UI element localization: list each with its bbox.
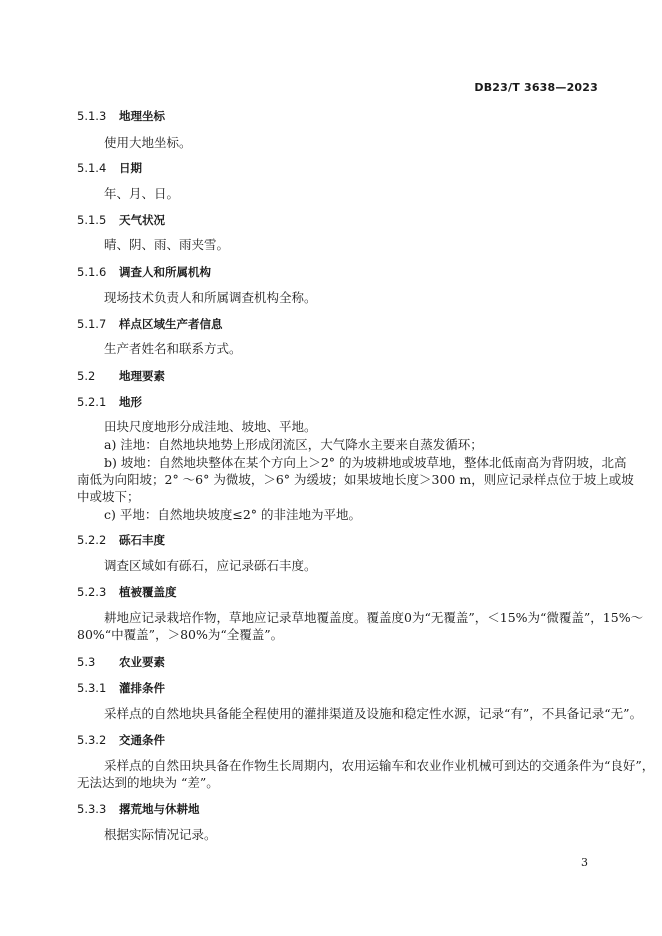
section-number: 5.1.6 <box>77 265 107 279</box>
paragraph-continued: 80%“中覆盖”，＞80%为“全覆盖”。 <box>77 627 284 642</box>
section-heading <box>77 532 165 548</box>
paragraph: 年、月、日。 <box>104 186 180 201</box>
paragraph: 采样点的自然地块具备能全程使用的灌排渠道及设施和稳定性水源，记录“有”，不具备记录“无”。 <box>104 706 643 721</box>
paragraph: 晴、阴、雨、雨夹雪。 <box>104 237 230 252</box>
paragraph: 根据实际情况记录。 <box>104 827 217 842</box>
list-item: c) 平地：自然地块坡度≤2° 的非洼地为平地。 <box>104 507 362 522</box>
section-title: 调查人和所属机构 <box>119 265 211 279</box>
section-heading <box>77 394 142 410</box>
section-number: 5.3.2 <box>77 733 107 747</box>
section-heading <box>77 316 223 332</box>
section-number: 5.1.5 <box>77 213 107 227</box>
paragraph: 调查区域如有砾石，应记录砾石丰度。 <box>104 558 317 573</box>
paragraph-continued: 无法达到的地块为 “差”。 <box>77 775 219 790</box>
section-number: 5.2.1 <box>77 395 107 409</box>
paragraph: 使用大地坐标。 <box>104 135 192 150</box>
section-title: 日期 <box>119 161 142 175</box>
list-item-continued: 中或坡下； <box>77 489 140 504</box>
section-heading <box>77 160 142 176</box>
paragraph: 现场技术负责人和所属调查机构全称。 <box>104 290 317 305</box>
section-number: 5.3.1 <box>77 681 107 695</box>
section-title: 地理要素 <box>119 369 165 383</box>
section-title: 天气状况 <box>119 213 165 227</box>
section-number: 5.1.3 <box>77 109 107 123</box>
section-title: 交通条件 <box>119 733 165 747</box>
section-number: 5.2 <box>77 369 96 383</box>
document-code: DB23/T 3638—2023 <box>474 81 598 94</box>
section-title: 植被覆盖度 <box>119 585 177 599</box>
paragraph: 耕地应记录栽培作物，草地应记录草地覆盖度。覆盖度0为“无覆盖”，＜15%为“微覆盖”，15%～ <box>104 610 644 625</box>
section-title: 样点区域生产者信息 <box>119 317 223 331</box>
section-title: 砾石丰度 <box>119 533 165 547</box>
paragraph: 生产者姓名和联系方式。 <box>104 341 242 356</box>
list-item: b) 坡地：自然地块整体在某个方向上＞2° 的为坡耕地或坡草地，整体北低南高为背阴坡，北高 <box>104 455 627 470</box>
section-number: 5.2.3 <box>77 585 107 599</box>
section-heading <box>77 584 177 600</box>
section-heading <box>77 368 165 384</box>
section-heading <box>77 212 165 228</box>
section-title: 灌排条件 <box>119 681 165 695</box>
section-heading <box>77 108 165 124</box>
section-title: 地理坐标 <box>119 109 165 123</box>
section-number: 5.1.4 <box>77 161 107 175</box>
paragraph: 田块尺度地形分成洼地、坡地、平地。 <box>104 419 317 434</box>
section-heading <box>77 801 200 817</box>
section-heading <box>77 680 165 696</box>
section-title: 撂荒地与休耕地 <box>119 802 200 816</box>
section-number: 5.3.3 <box>77 802 107 816</box>
section-heading <box>77 732 165 748</box>
list-item: a) 洼地：自然地块地势上形成闭流区，大气降水主要来自蒸发循环； <box>104 437 483 452</box>
section-number: 5.2.2 <box>77 533 107 547</box>
section-heading <box>77 654 165 670</box>
paragraph: 采样点的自然田块具备在作物生长周期内，农用运输车和农业作业机械可到达的交通条件为“良好”， <box>104 758 655 773</box>
page-number: 3 <box>581 856 588 869</box>
list-item-continued: 南低为向阳坡；2° ～6° 为微坡，＞6° 为缓坡；如果坡地长度＞300 m，则应记录样点位于坡上或坡 <box>77 472 634 487</box>
section-number: 5.1.7 <box>77 317 107 331</box>
section-number: 5.3 <box>77 655 96 669</box>
section-title: 地形 <box>119 395 142 409</box>
section-heading <box>77 264 211 280</box>
section-title: 农业要素 <box>119 655 165 669</box>
